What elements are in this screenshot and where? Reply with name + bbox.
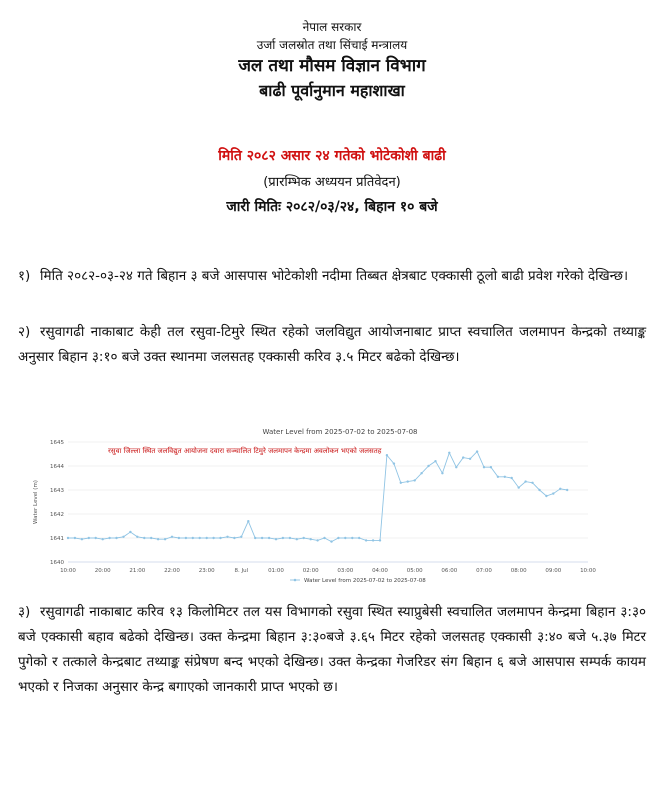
data-point	[427, 465, 429, 467]
x-tick-label: 8. Jul	[234, 568, 249, 574]
data-point	[164, 538, 166, 540]
data-point	[434, 460, 436, 462]
x-tick-label: 04:00	[372, 568, 388, 574]
report-subtitle: (प्रारम्भिक अध्ययन प्रतिवेदन)	[263, 175, 401, 190]
y-tick-label: 1640	[50, 560, 64, 566]
data-point	[157, 538, 159, 540]
data-point	[483, 466, 485, 468]
chart-annotation: रसुवा जिल्ला स्थित जलविद्युत आयोजना दवारा सञ्चालित टिमुरे जलमापन केन्द्रमा अवलोकन भएको जलसतह	[108, 447, 382, 455]
data-point	[192, 537, 194, 539]
data-point	[490, 466, 492, 468]
data-point	[552, 492, 554, 494]
data-point	[386, 454, 388, 456]
issue-date: जारी मितिः २०८२/०३/२४, बिहान १० बजे	[226, 199, 438, 215]
x-tick-label: 23:00	[198, 568, 215, 574]
data-point	[372, 539, 374, 541]
data-point	[206, 537, 208, 539]
data-point	[199, 537, 201, 539]
x-tick-label: 21:00	[129, 568, 146, 574]
data-point	[240, 536, 242, 538]
y-tick-label: 1642	[50, 512, 64, 518]
data-point	[122, 536, 124, 538]
legend-marker	[294, 579, 297, 582]
paragraph-text: मिति २०८२-०३-२४ गते बिहान ३ बजे आसपास भोटेकोशी नदीमा तिब्बत क्षेत्रबाट एक्कासी ठूलो बाढी प्रवेश गरेको देखिन्छ।	[40, 268, 629, 284]
data-point	[233, 537, 235, 539]
data-point	[247, 520, 249, 522]
data-point	[108, 537, 110, 539]
ministry-name: उर्जा जलस्रोत तथा सिंचाई मन्त्रालय	[256, 38, 408, 52]
data-point	[476, 450, 478, 452]
data-point	[330, 540, 332, 542]
data-point	[136, 536, 138, 538]
x-tick-label: 02:00	[302, 568, 319, 574]
paragraph-text: रसुवागढी नाकाबाट केही तल रसुवा-टिमुरे स्थित रहेको जलविद्युत आयोजनाबाट प्राप्त स्वचालित जलमापन केन्द्रको तथ्याङ्क अनुसार बिहान ३:१० बजे उक्त स्थानमा जलसतह एक्कासी करिव ३.५ मिटर बढेको देखिन्छ।	[18, 324, 646, 365]
paragraph-number: २)	[18, 324, 31, 340]
data-point	[407, 480, 409, 482]
data-point	[414, 479, 416, 481]
data-point	[511, 477, 513, 479]
paragraph-3	[18, 600, 646, 700]
x-tick-label: 05:00	[406, 568, 423, 574]
water-level-chart	[28, 420, 602, 590]
data-point	[531, 482, 533, 484]
paragraph-text: रसुवागढी नाकाबाट करिव १३ किलोमिटर तल यस विभागको रसुवा स्थित स्याप्रुबेसी स्वचालित जलमापन केन्द्रमा बिहान ३:३० बजे एक्कासी बहाव बढेको देखिन्छ। उक्त केन्द्रमा बिहान ३:३०बजे ३.६५ मिटर रहेको जलसतह एक्कासी ३:४० बजे ५.३७ मिटर पुगेको र तत्काले केन्द्रबाट तथ्याङ्क संप्रेषण बन्द भएको देखिन्छ। उक्त केन्द्रका गेजरिडर संग बिहान ६ बजे आसपास सम्पर्क कायम भएको र निजका अनुसार केन्द्र बगाएको जानकारी प्राप्त भएको छ।	[18, 604, 646, 695]
data-point	[150, 537, 152, 539]
x-tick-label: 09:00	[545, 568, 562, 574]
y-tick-label: 1645	[50, 440, 64, 446]
data-point	[289, 537, 291, 539]
data-point	[74, 537, 76, 539]
data-point	[67, 537, 69, 539]
data-point	[178, 537, 180, 539]
series-points	[67, 450, 569, 542]
grid-lines	[68, 442, 588, 562]
data-point	[497, 476, 499, 478]
x-tick-label: 08:00	[510, 568, 527, 574]
data-point	[538, 489, 540, 491]
paragraph-number: १)	[18, 268, 31, 284]
data-point	[566, 489, 568, 491]
x-tick-label: 03:00	[337, 568, 354, 574]
data-point	[337, 537, 339, 539]
x-tick-label: 10:00	[580, 568, 596, 574]
branch-name: बाढी पूर्वानुमान महाशाखा	[259, 81, 405, 100]
report-title: मिति २०८२ असार २४ गतेको भोटेकोशी बाढी	[218, 148, 446, 164]
data-point	[379, 539, 381, 541]
data-point	[365, 539, 367, 541]
data-point	[212, 537, 214, 539]
data-point	[462, 456, 464, 458]
data-point	[310, 538, 312, 540]
data-point	[420, 472, 422, 474]
paragraph-2	[18, 320, 646, 370]
data-point	[393, 462, 395, 464]
data-point	[219, 537, 221, 539]
data-point	[296, 538, 298, 540]
data-point	[115, 537, 117, 539]
letterhead	[0, 18, 664, 104]
x-tick-label: 06:00	[441, 568, 458, 574]
data-point	[226, 536, 228, 538]
data-point	[81, 538, 83, 540]
x-tick-label: 22:00	[164, 568, 180, 574]
data-point	[185, 537, 187, 539]
data-point	[448, 452, 450, 454]
paragraph-1	[18, 264, 646, 289]
data-point	[441, 472, 443, 474]
series-line	[68, 452, 567, 542]
chart-legend	[290, 578, 426, 584]
data-point	[102, 538, 104, 540]
data-point	[275, 538, 277, 540]
data-point	[88, 537, 90, 539]
y-tick-label: 1644	[50, 464, 64, 470]
data-point	[129, 531, 131, 533]
x-tick-label: 20:00	[94, 568, 111, 574]
data-point	[282, 537, 284, 539]
data-point	[143, 537, 145, 539]
y-tick-label: 1641	[50, 536, 64, 542]
x-tick-label: 01:00	[268, 568, 284, 574]
x-tick-label: 07:00	[476, 568, 492, 574]
legend-label: Water Level from 2025-07-02 to 2025-07-08	[304, 578, 426, 584]
data-point	[254, 537, 256, 539]
y-axis-label: Water Level (m)	[33, 480, 39, 524]
data-point	[95, 537, 97, 539]
government-name: नेपाल सरकार	[302, 20, 362, 34]
data-point	[559, 488, 561, 490]
department-name: जल तथा मौसम विज्ञान विभाग	[238, 56, 426, 76]
data-point	[524, 480, 526, 482]
data-point	[344, 537, 346, 539]
data-point	[316, 539, 318, 541]
y-tick-label: 1643	[50, 488, 64, 494]
x-axis-ticks	[60, 568, 596, 574]
data-point	[518, 486, 520, 488]
y-axis-ticks	[50, 440, 64, 566]
data-point	[455, 466, 457, 468]
data-point	[261, 537, 263, 539]
paragraph-number: ३)	[18, 604, 31, 620]
x-tick-label: 10:00	[60, 568, 76, 574]
data-point	[268, 537, 270, 539]
data-point	[400, 482, 402, 484]
data-point	[351, 537, 353, 539]
chart-title: Water Level from 2025-07-02 to 2025-07-08	[262, 428, 418, 436]
data-point	[303, 537, 305, 539]
data-point	[171, 536, 173, 538]
data-point	[504, 476, 506, 478]
data-point	[358, 537, 360, 539]
data-point	[469, 458, 471, 460]
chart-svg	[28, 420, 602, 590]
data-point	[545, 495, 547, 497]
data-point	[323, 537, 325, 539]
